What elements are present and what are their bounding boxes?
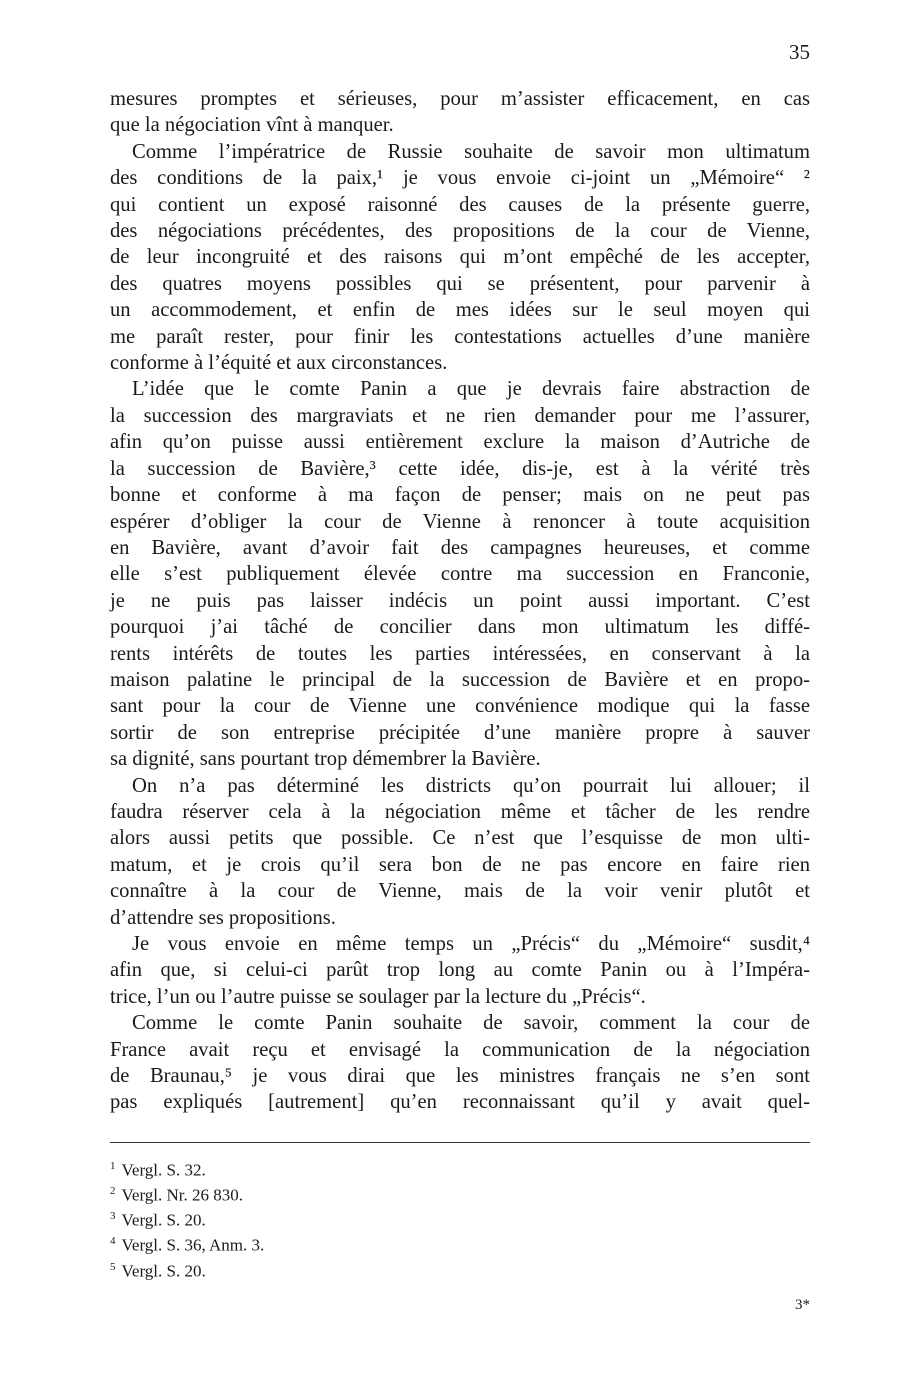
- text-line: la succession des margraviats et ne rien demander pour me l’assurer,: [110, 404, 810, 427]
- text-line: trice, l’un ou l’autre puisse se soulager par la lecture du „Précis“.: [110, 985, 646, 1008]
- text-line: d’attendre ses propositions.: [110, 906, 336, 929]
- text-line: faudra réserver cela à la négociation même et tâcher de les rendre: [110, 800, 810, 823]
- text-line: afin qu’on puisse aussi entièrement exclure la maison d’Autriche de: [110, 431, 810, 454]
- footnote-mark: 1: [110, 1160, 116, 1172]
- footnote-text: Vergl. Nr. 26 830.: [121, 1185, 244, 1205]
- footnotes: [110, 1156, 810, 1282]
- text-line: mesures promptes et sérieuses, pour m’assister efficacement, en cas: [110, 88, 810, 110]
- footnote-text: Vergl. S. 32.: [121, 1160, 206, 1180]
- text-line: pourquoi j’ai tâché de concilier dans mon ultimatum les diffé-: [110, 616, 810, 639]
- footnote: [110, 1181, 810, 1206]
- footnote-mark: 2: [110, 1185, 116, 1198]
- text-line: sa dignité, sans pourtant trop démembrer la Bavière.: [110, 748, 541, 771]
- text-line: conforme à l’équité et aux circonstances.: [110, 352, 448, 375]
- text-line: L’idée que le comte Panin a que je devrais faire abstraction de: [132, 378, 810, 401]
- text-line: France avait reçu et envisagé la communication de la négociation: [110, 1038, 810, 1061]
- footnote: [110, 1257, 810, 1282]
- text-line: des négociations précédentes, des propositions de la cour de Vienne,: [110, 220, 810, 243]
- text-line: de leur incongruité et des raisons qui m’ont empêché de les accepter,: [110, 246, 810, 269]
- footnote-mark: 3: [110, 1210, 116, 1223]
- text-line: matum, et je crois qu’il sera bon de ne pas encore en faire rien: [110, 853, 810, 876]
- text-line: rents intérêts de toutes les parties intéressées, en conservant à la: [110, 642, 810, 665]
- text-line: espérer d’obliger la cour de Vienne à renoncer à toute acquisition: [110, 510, 810, 533]
- text-line: sant pour la cour de Vienne une convénience modique qui la fasse: [110, 695, 810, 718]
- text-line: des quatres moyens possibles qui se présentent, pour parvenir à: [110, 272, 810, 295]
- footnote-text: Vergl. S. 36, Anm. 3.: [121, 1236, 265, 1256]
- text-line: maison palatine le principal de la succession de Bavière et en propo-: [110, 668, 810, 691]
- signature-mark: 3*: [795, 1297, 810, 1313]
- text-line: qui contient un exposé raisonné des causes de la présente guerre,: [110, 193, 810, 216]
- body-text: [110, 86, 810, 1116]
- text-line: sortir de son entreprise précipitée d’une manière propre à sauver: [110, 721, 810, 744]
- footnote: [110, 1156, 810, 1181]
- text-line: Comme l’impératrice de Russie souhaite de savoir mon ultimatum: [132, 140, 810, 163]
- text-line: connaître à la cour de Vienne, mais de la voir venir plutôt et: [110, 880, 810, 903]
- text-line: On n’a pas déterminé les districts qu’on pourrait lui allouer; il: [132, 774, 810, 797]
- text-line: je ne puis pas laisser indécis un point aussi important. C’est: [110, 589, 810, 612]
- text-line: de Braunau,⁵ je vous dirai que les ministres français ne s’en sont: [110, 1065, 810, 1088]
- text-line: en Bavière, avant d’avoir fait des campagnes heureuses, et comme: [110, 536, 810, 559]
- text-line: elle s’est publiquement élevée contre ma succession en Franconie,: [110, 563, 810, 586]
- footnote-text: Vergl. S. 20.: [121, 1210, 206, 1230]
- text-line: des conditions de la paix,¹ je vous envoie ci-joint un „Mémoire“ ²: [110, 167, 810, 190]
- text-line: alors aussi petits que possible. Ce n’est que l’esquisse de mon ulti-: [110, 827, 810, 850]
- text-line: afin que, si celui-ci parût trop long au comte Panin ou à l’Impéra-: [110, 959, 810, 982]
- text-line: pas expliqués [autrement] qu’en reconnaissant qu’il y avait quel-: [110, 1091, 810, 1114]
- text-line: un accommodement, et enfin de mes idées sur le seul moyen qui: [110, 299, 810, 322]
- text-line: la succession de Bavière,³ cette idée, dis-je, est à la vérité très: [110, 457, 810, 480]
- footnote-mark: 5: [110, 1260, 116, 1273]
- footnote-divider: [110, 1142, 810, 1143]
- text-line: bonne et conforme à ma façon de penser; mais on ne peut pas: [110, 484, 810, 507]
- footnote: [110, 1231, 810, 1256]
- footnote: [110, 1206, 810, 1231]
- text-line: Je vous envoie en même temps un „Précis“ du „Mémoire“ susdit,⁴: [132, 933, 810, 955]
- page-number: 35: [789, 40, 810, 64]
- text-line: Comme le comte Panin souhaite de savoir, comment la cour de: [132, 1012, 810, 1035]
- text-line: me paraît rester, pour finir les contestations actuelles d’une manière: [110, 325, 810, 348]
- text-line: que la négociation vînt à manquer.: [110, 114, 394, 137]
- footnote-text: Vergl. S. 20.: [121, 1261, 206, 1281]
- footnote-mark: 4: [110, 1235, 116, 1248]
